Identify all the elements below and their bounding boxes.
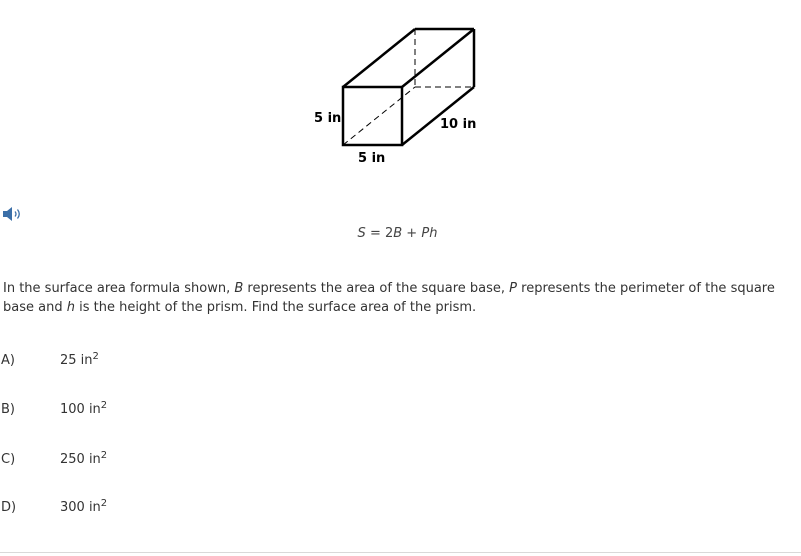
bottom-divider <box>0 552 801 553</box>
choice-letter: D) <box>1 500 17 515</box>
formula-eq: = 2 <box>365 226 394 241</box>
depth-edge-label: 10 in <box>440 117 477 132</box>
answer-choice-d[interactable] <box>0 500 300 524</box>
answer-choice-b[interactable] <box>0 402 300 426</box>
audio-button[interactable] <box>2 205 24 223</box>
choice-letter: B) <box>1 402 15 417</box>
choice-value <box>60 353 99 368</box>
choice-value <box>60 452 107 467</box>
question-part: is the height of the prism. Find the surface area of the prism. <box>74 300 477 315</box>
question-part: In the surface area formula shown, <box>3 281 235 296</box>
formula-plus: + <box>402 226 422 241</box>
question-var-p: P <box>509 281 518 296</box>
prism-figure <box>300 20 500 170</box>
question-text <box>3 279 795 317</box>
prism-diagram <box>300 20 500 170</box>
choice-exponent: 2 <box>100 498 108 509</box>
question-part: represents the perimeter of the square base and <box>3 281 775 315</box>
formula-b: B <box>393 226 403 241</box>
question-var-h: h <box>66 300 75 315</box>
surface-area-formula <box>0 226 795 241</box>
formula-h: h <box>429 226 438 241</box>
answer-choice-a[interactable] <box>0 353 300 377</box>
formula-s: S <box>357 226 366 241</box>
answer-choice-c[interactable] <box>0 452 300 476</box>
speaker-icon <box>2 205 24 223</box>
bottom-edge-label: 5 in <box>358 151 386 166</box>
question-part: represents the area of the square base, <box>243 281 510 296</box>
choice-exponent: 2 <box>92 351 99 362</box>
choice-value <box>60 402 107 417</box>
question-var-b: B <box>234 281 244 296</box>
choice-letter: C) <box>1 452 16 467</box>
choice-value <box>60 500 107 515</box>
choice-exponent: 2 <box>100 400 108 411</box>
left-edge-label: 5 in <box>314 111 342 126</box>
choice-letter: A) <box>1 353 15 368</box>
choice-value-text: 25 in <box>60 353 93 368</box>
choice-value-text: 300 in <box>60 500 101 515</box>
formula-p: P <box>421 226 430 241</box>
choice-exponent: 2 <box>100 450 108 461</box>
choice-value-text: 250 in <box>60 452 101 467</box>
choice-value-text: 100 in <box>60 402 101 417</box>
